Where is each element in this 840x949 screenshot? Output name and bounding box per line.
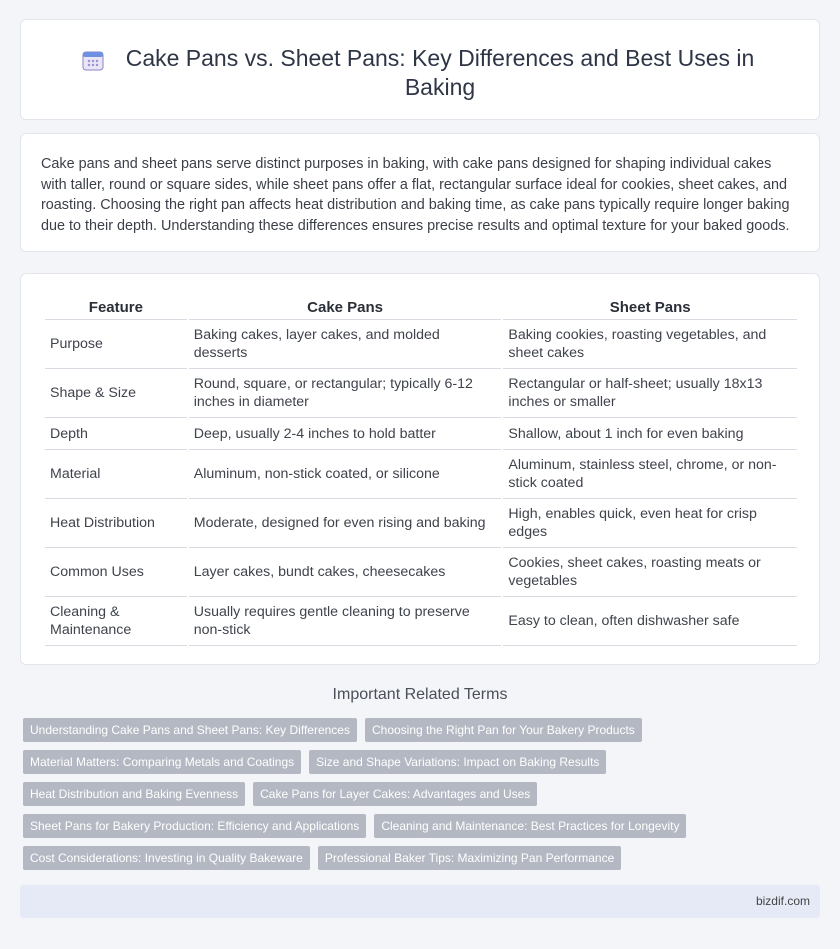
footer	[20, 885, 820, 918]
table-row	[45, 499, 797, 548]
related-term-tag[interactable]: Choosing the Right Pan for Your Bakery Products	[365, 718, 642, 742]
related-term-tag[interactable]: Understanding Cake Pans and Sheet Pans: Key Differences	[23, 718, 357, 742]
row-feature: Shape & Size	[45, 369, 187, 418]
related-term-tag[interactable]: Sheet Pans for Bakery Production: Efficiency and Applications	[23, 814, 366, 838]
row-cake-pans: Baking cakes, layer cakes, and molded desserts	[189, 320, 502, 369]
table-row	[45, 418, 797, 450]
row-feature: Material	[45, 450, 187, 499]
related-term-tag[interactable]: Material Matters: Comparing Metals and Coatings	[23, 750, 301, 774]
comparison-table	[43, 296, 799, 646]
row-sheet-pans: High, enables quick, even heat for crisp edges	[503, 499, 797, 548]
related-term-tag[interactable]: Cake Pans for Layer Cakes: Advantages and Uses	[253, 782, 537, 806]
related-term-tag[interactable]: Cost Considerations: Investing in Quality Bakeware	[23, 846, 310, 870]
related-terms-tags	[23, 718, 823, 878]
row-sheet-pans: Shallow, about 1 inch for even baking	[503, 418, 797, 450]
row-cake-pans: Deep, usually 2-4 inches to hold batter	[189, 418, 502, 450]
row-sheet-pans: Cookies, sheet cakes, roasting meats or vegetables	[503, 548, 797, 597]
header-card	[20, 19, 820, 120]
table-row	[45, 320, 797, 369]
comparison-table-card	[20, 273, 820, 665]
related-term-tag[interactable]: Professional Baker Tips: Maximizing Pan Performance	[318, 846, 621, 870]
row-cake-pans: Aluminum, non-stick coated, or silicone	[189, 450, 502, 499]
table-row	[45, 450, 797, 499]
related-term-tag[interactable]: Cleaning and Maintenance: Best Practices for Longevity	[374, 814, 686, 838]
table-row	[45, 597, 797, 646]
column-header-feature: Feature	[45, 296, 187, 320]
column-header-sheet-pans: Sheet Pans	[503, 296, 797, 320]
page-title: Cake Pans vs. Sheet Pans: Key Differences and Best Uses in Baking	[125, 45, 755, 100]
related-term-tag[interactable]: Size and Shape Variations: Impact on Baking Results	[309, 750, 606, 774]
row-feature: Cleaning & Maintenance	[45, 597, 187, 646]
row-cake-pans: Layer cakes, bundt cakes, cheesecakes	[189, 548, 502, 597]
table-row	[45, 369, 797, 418]
row-feature: Heat Distribution	[45, 499, 187, 548]
row-sheet-pans: Rectangular or half-sheet; usually 18x13 inches or smaller	[503, 369, 797, 418]
row-sheet-pans: Easy to clean, often dishwasher safe	[503, 597, 797, 646]
related-terms-title: Important Related Terms	[332, 686, 508, 703]
related-term-tag[interactable]: Heat Distribution and Baking Evenness	[23, 782, 245, 806]
row-cake-pans: Round, square, or rectangular; typically 6-12 inches in diameter	[189, 369, 502, 418]
row-feature: Common Uses	[45, 548, 187, 597]
row-feature: Purpose	[45, 320, 187, 369]
row-cake-pans: Usually requires gentle cleaning to preserve non-stick	[189, 597, 502, 646]
row-cake-pans: Moderate, designed for even rising and baking	[189, 499, 502, 548]
column-header-cake-pans: Cake Pans	[189, 296, 502, 320]
row-sheet-pans: Aluminum, stainless steel, chrome, or non-stick coated	[503, 450, 797, 499]
row-sheet-pans: Baking cookies, roasting vegetables, and sheet cakes	[503, 320, 797, 369]
row-feature: Depth	[45, 418, 187, 450]
table-row	[45, 548, 797, 597]
footer-brand[interactable]: bizdif.com	[755, 894, 810, 908]
intro-paragraph: Cake pans and sheet pans serve distinct purposes in baking, with cake pans designed for shaping individual cakes with taller, round or square sides, while sheet pans offer a flat, rectangular surface ideal for cookies, sheet cakes, and roasting. Choosing the right pan affects heat distribution and baking time, as cake pans typically require longer baking due to their depth. Understanding these differences ensures precise results and optimal texture for your baked goods.	[41, 156, 790, 234]
intro-card	[20, 133, 820, 252]
